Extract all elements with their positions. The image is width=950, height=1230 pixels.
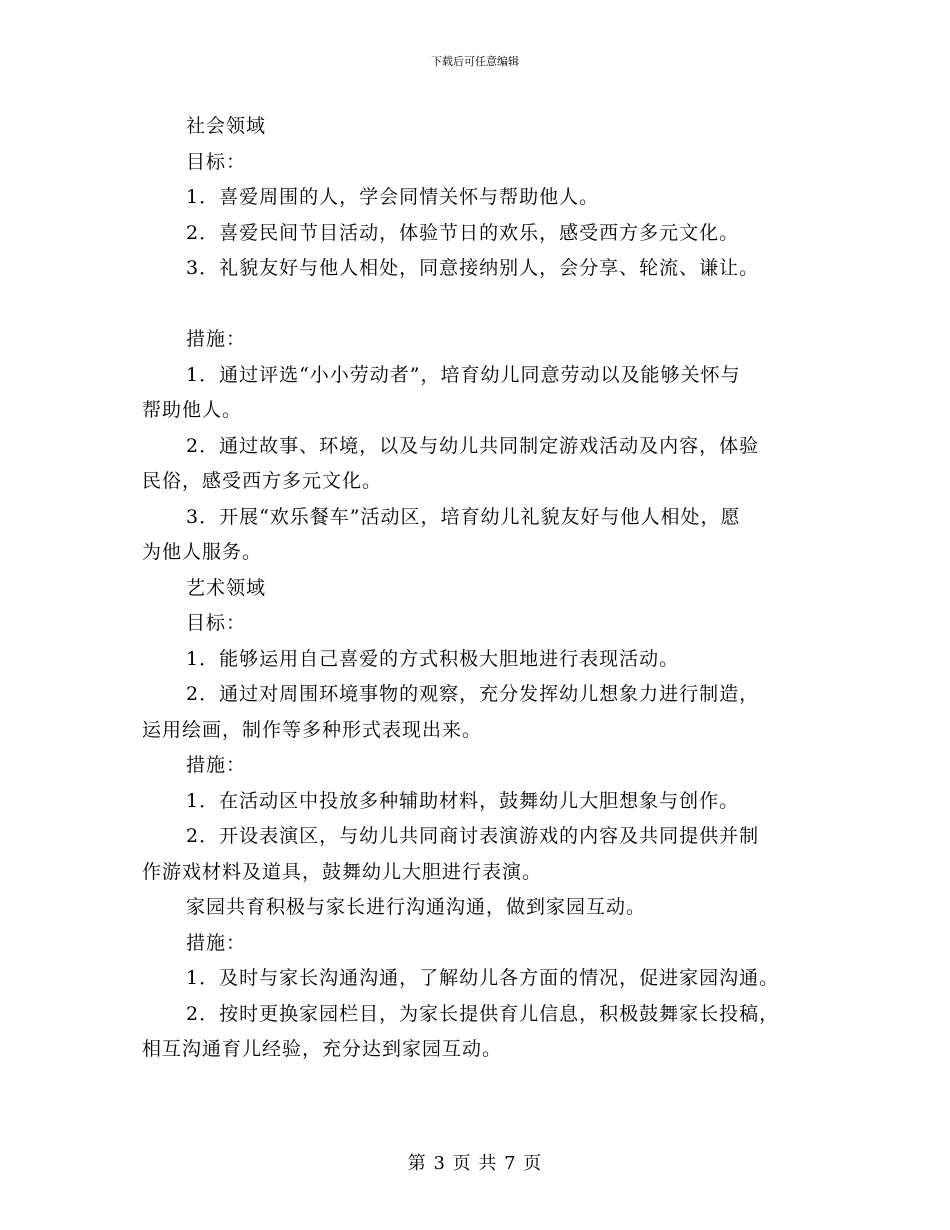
section-heading-home-school: 家园共育积极与家长进行沟通沟通，做到家园互动。 [186, 896, 647, 918]
list-item: 3．开展“欢乐餐车”活动区，培育幼儿礼貌友好与他人相处，愿 [186, 505, 741, 528]
list-item: 1．在活动区中投放多种辅助材料，鼓舞幼儿大胆想象与创作。 [186, 789, 740, 812]
measures-label: 措施： [186, 328, 247, 350]
list-item: 3．礼貌友好与他人相处，同意接纳别人，会分享、轮流、谦让。 [186, 257, 760, 279]
section-heading-social: 社会领域 [186, 115, 267, 137]
list-item: 1．及时与家长沟通沟通，了解幼儿各方面的情况，促进家园沟通。 [186, 967, 780, 989]
list-item: 2．开设表演区，与幼儿共同商讨表演游戏的内容及共同提供并制 [186, 825, 760, 847]
list-item: 2．通过故事、环境，以及与幼儿共同制定游戏活动及内容，体验 [186, 434, 760, 457]
blank-line [142, 287, 812, 323]
list-item: 2．通过对周围环境事物的观察，充分发挥幼儿想象力进行制造， [186, 683, 760, 705]
section-heading-art: 艺术领域 [186, 576, 267, 599]
list-item-continuation: 相互沟通育儿经验，充分达到家园互动。 [142, 1038, 503, 1060]
list-item-continuation: 民俗，感受西方多元文化。 [142, 470, 383, 492]
list-item-continuation: 作游戏材料及道具，鼓舞幼儿大胆进行表演。 [142, 860, 543, 883]
list-item: 2．按时更换家园栏目，为家长提供育儿信息，积极鼓舞家长投稿， [186, 1002, 780, 1025]
measures-label: 措施： [186, 754, 247, 776]
list-item-continuation: 帮助他人。 [142, 399, 243, 421]
page-header-note: 下载后可任意编辑 [431, 55, 519, 68]
page-number-footer: 第 3 页 共 7 页 [407, 1153, 543, 1174]
goals-label: 目标： [186, 150, 247, 173]
measures-label: 措施： [186, 931, 247, 954]
list-item-continuation: 运用绘画，制作等多种形式表现出来。 [142, 718, 483, 741]
list-item: 2．喜爱民间节目活动，体验节日的欢乐，感受西方多元文化。 [186, 221, 740, 244]
list-item: 1．喜爱周围的人，学会同情关怀与帮助他人。 [186, 186, 600, 208]
list-item: 1．通过评选“小小劳动者”，培育幼儿同意劳动以及能够关怀与 [186, 363, 741, 386]
list-item-continuation: 为他人服务。 [142, 541, 263, 563]
goals-label: 目标： [186, 612, 247, 634]
list-item: 1．能够运用自己喜爱的方式积极大胆地进行表现活动。 [186, 647, 680, 670]
document-body [142, 109, 812, 1068]
